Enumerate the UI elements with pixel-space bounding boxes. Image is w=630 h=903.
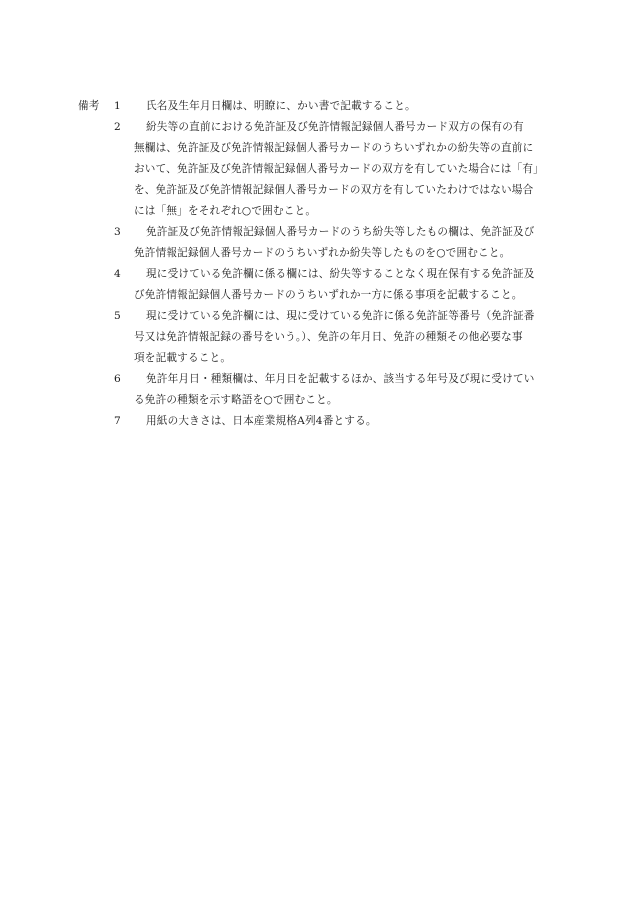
remark-number: 2: [114, 121, 121, 133]
remark-text-line: 氏名及生年月日欄は、明瞭に、かい書で記載すること。: [146, 100, 416, 112]
remark-text-line: 無欄は、免許証及び免許情報記録個人番号カードのうちいずれかの紛失等の直前に: [134, 142, 534, 154]
remark-text-line: おいて、免許証及び免許情報記録個人番号カードの双方を有していた場合には「有」: [134, 163, 544, 175]
remark-text-line: 現に受けている免許欄に係る欄には、紛失等することなく現在保有する免許証及: [146, 268, 535, 280]
remark-text-line: 免許情報記録個人番号カードのうちいずれか紛失等したものを○で囲むこと。: [134, 247, 511, 259]
remark-number: 6: [114, 373, 121, 385]
remark-number: 4: [114, 268, 121, 280]
remark-number: 1: [114, 100, 121, 112]
remark-number: 5: [114, 310, 121, 322]
remark-number: 7: [114, 415, 121, 427]
remark-item: [114, 222, 558, 264]
remark-text-line: 項を記載すること。: [134, 352, 232, 364]
remarks-heading: 備考: [78, 100, 100, 112]
remarks-section: [0, 96, 630, 432]
remark-number: 3: [114, 226, 121, 238]
remark-text-line: 用紙の大きさは、日本産業規格A列4番とする。: [146, 415, 377, 427]
remark-item: [114, 96, 558, 117]
remark-text-line: び免許情報記録個人番号カードのうちいずれか一方に係る事項を記載すること。: [134, 289, 523, 301]
remark-text-line: 紛失等の直前における免許証及び免許情報記録個人番号カード双方の保有の有: [146, 121, 524, 133]
remark-item: [114, 264, 558, 306]
remark-item: [114, 369, 558, 411]
remark-text-line: る免許の種類を示す略語を○で囲むこと。: [134, 394, 338, 406]
remark-item: [114, 411, 558, 432]
remark-item: [114, 117, 558, 222]
remark-text-line: 免許年月日・種類欄は、年月日を記載するほか、該当する年号及び現に受けてい: [146, 373, 535, 385]
remark-item: [114, 306, 558, 369]
remark-text-line: 現に受けている免許欄には、現に受けている免許に係る免許証等番号（免許証番: [146, 310, 535, 322]
remarks-list: [0, 96, 630, 432]
remark-text-line: には「無」をそれぞれ○で囲むこと。: [134, 205, 317, 217]
remark-text-line: 号又は免許情報記録の番号をいう。）、免許の年月日、免許の種類その他必要な事: [134, 331, 523, 343]
remark-text-line: 免許証及び免許情報記録個人番号カードのうち紛失等したもの欄は、免許証及び: [146, 226, 535, 238]
remark-text-line: を、免許証及び免許情報記録個人番号カードの双方を有していたわけではない場合: [134, 184, 534, 196]
